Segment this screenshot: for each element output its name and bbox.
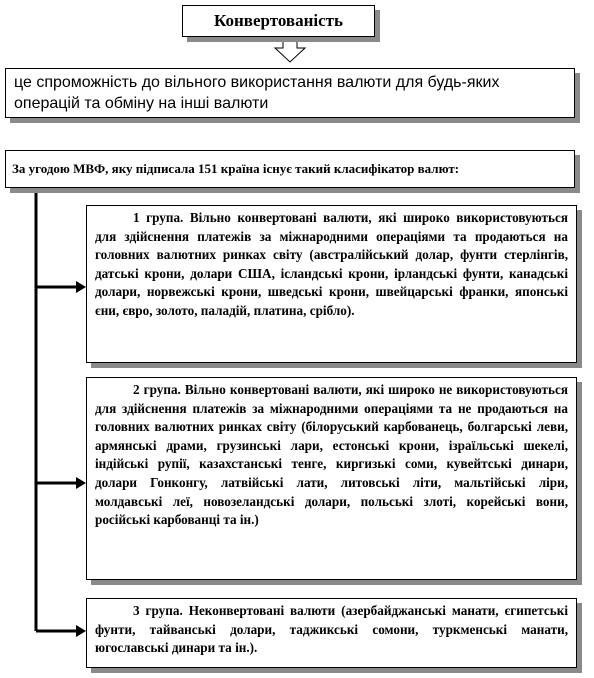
group-2-text: 2 група. Вільно конвертовані валюти, які широко не використовуються для здійснення платежів за міжнародними операціями та не продаються на головних валютних ринках світу (білоруський карбованець, болгарські леви, армянські драми, грузинські лари, естонські крони, ізраїльські шекелі, індійські рупії, казахстанські тенге, киргизькі соми, кувейтські динари, долари Гонконгу, латвійські лати, литовські літи, мальтійські ліри, молдавські леї, новозеландські долари, польські злоті, корейські вони, російські карбованці та ін.)	[95, 382, 568, 528]
group-3-box	[86, 598, 577, 668]
down-arrow-icon	[275, 38, 305, 62]
group-1-text: 1 група. Вільно конвертовані валюти, які широко використовуються для здійснення платежів за міжнародними операціями та продаються на головних валютних ринках світу (австралійський долар, фунти стерлінгів, датські крони, долари США, ісландські крони, ірландські фунти, канадські долари, норвежські крони, шведські крони, швейцарські франки, японські єни, євро, золото, паладій, платина, срібло).	[95, 210, 568, 318]
group-2-box	[86, 377, 577, 580]
title-text: Конвертованість	[213, 11, 344, 30]
arrowhead-group-2-icon	[76, 477, 86, 489]
definition-text: це спроможність до вільного використання валюти для будь-яких операцій та обміну на інші валюти	[14, 74, 500, 112]
group-1-box	[86, 205, 577, 363]
group-3-text: 3 група. Неконвертовані валюти (азербайджанські манати, єгипетські фунти, тайванські долари, таджикські сомони, туркменські манати, югославські динари та ін.).	[95, 603, 568, 656]
arrowhead-group-1-icon	[76, 281, 86, 293]
arrowhead-group-3-icon	[76, 625, 86, 637]
imf-classification-box	[5, 150, 575, 188]
imf-intro-text: За угодою МВФ, яку підписала 151 країна існує такий класифікатор валют:	[12, 161, 460, 176]
definition-box	[5, 68, 575, 118]
title-box	[182, 5, 375, 37]
